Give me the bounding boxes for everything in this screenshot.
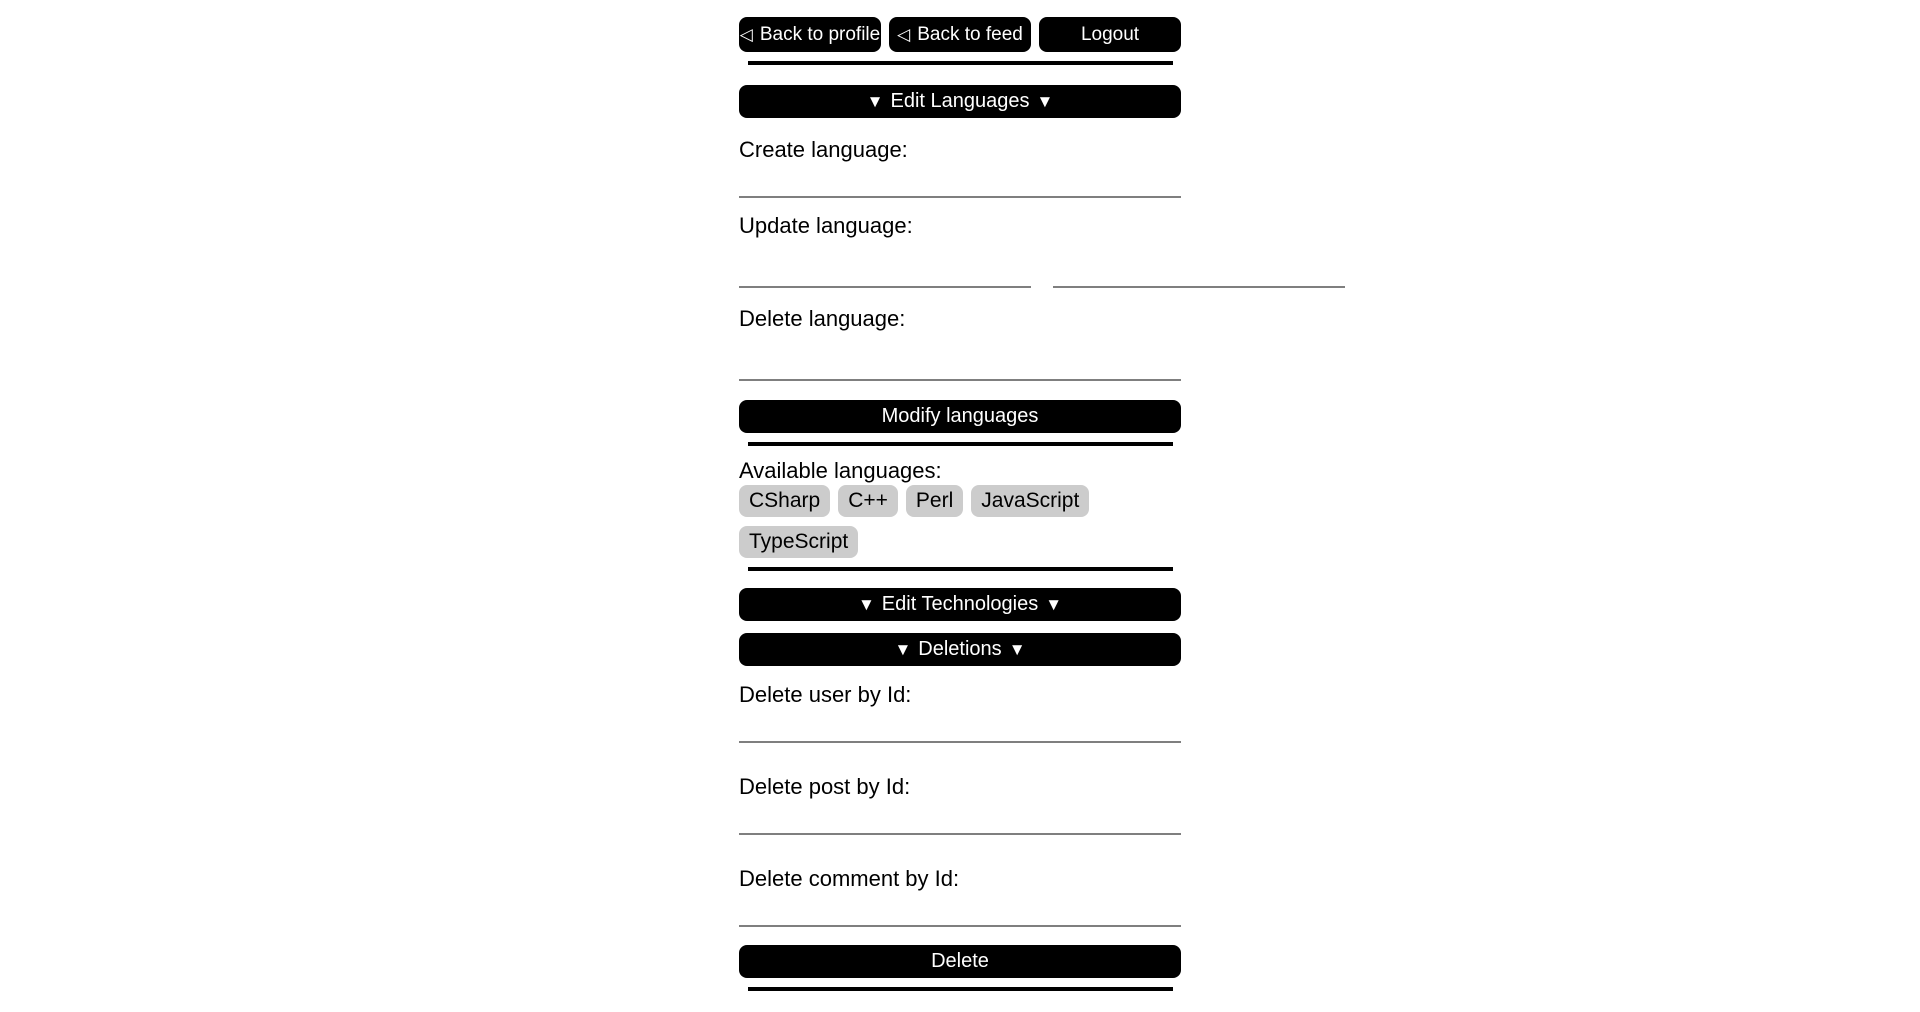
delete-language-input[interactable] <box>739 333 1181 381</box>
update-language-input-1[interactable] <box>739 240 1031 288</box>
caret-down-icon: ▼ <box>857 595 875 614</box>
language-tag[interactable]: CSharp <box>739 485 830 517</box>
delete-language-label: Delete language: <box>739 306 906 331</box>
delete-user-input[interactable] <box>739 709 1181 743</box>
delete-button-label: Delete <box>931 950 989 972</box>
logout-button[interactable] <box>1039 17 1181 52</box>
language-tag[interactable]: Perl <box>906 485 963 517</box>
back-to-feed-label: Back to feed <box>917 23 1023 45</box>
caret-down-icon: ▼ <box>866 92 884 111</box>
create-language-label: Create language: <box>739 137 908 162</box>
delete-user-label: Delete user by Id: <box>739 682 912 707</box>
available-languages-list <box>739 485 1181 558</box>
back-to-profile-button[interactable] <box>739 17 881 52</box>
admin-panel <box>739 0 1181 991</box>
back-triangle-icon: ◁ <box>739 25 753 44</box>
update-language-input-2[interactable] <box>1053 240 1345 288</box>
logout-label: Logout <box>1080 23 1140 45</box>
update-language-label: Update language: <box>739 213 913 238</box>
caret-down-icon: ▼ <box>1008 640 1026 659</box>
section-divider <box>748 987 1173 991</box>
caret-down-icon: ▼ <box>1045 595 1063 614</box>
deletions-toggle-label: Deletions <box>918 638 1002 660</box>
modify-languages-button[interactable] <box>739 400 1181 433</box>
deletions-toggle[interactable] <box>739 633 1181 666</box>
back-to-profile-label: Back to profile <box>759 23 881 45</box>
delete-comment-label: Delete comment by Id: <box>739 866 960 891</box>
delete-post-label: Delete post by Id: <box>739 774 911 799</box>
section-divider <box>748 61 1173 65</box>
modify-languages-label: Modify languages <box>881 405 1039 427</box>
create-language-input[interactable] <box>739 164 1181 198</box>
back-triangle-icon: ◁ <box>897 25 911 44</box>
delete-post-input[interactable] <box>739 801 1181 835</box>
delete-button[interactable] <box>739 945 1181 978</box>
edit-languages-toggle[interactable] <box>739 85 1181 118</box>
available-languages-label: Available languages: <box>739 458 942 483</box>
edit-languages-toggle-label: Edit Languages <box>890 90 1030 112</box>
caret-down-icon: ▼ <box>1036 92 1054 111</box>
back-to-feed-button[interactable] <box>889 17 1031 52</box>
topbar <box>739 17 1181 52</box>
language-tag[interactable]: C++ <box>838 485 898 517</box>
update-language-row <box>739 240 1181 288</box>
language-tag[interactable]: TypeScript <box>739 526 858 558</box>
delete-comment-input[interactable] <box>739 893 1181 927</box>
edit-technologies-toggle[interactable] <box>739 588 1181 621</box>
caret-down-icon: ▼ <box>894 640 912 659</box>
section-divider <box>748 442 1173 446</box>
language-tag[interactable]: JavaScript <box>971 485 1089 517</box>
section-divider <box>748 567 1173 571</box>
edit-technologies-toggle-label: Edit Technologies <box>881 593 1039 615</box>
